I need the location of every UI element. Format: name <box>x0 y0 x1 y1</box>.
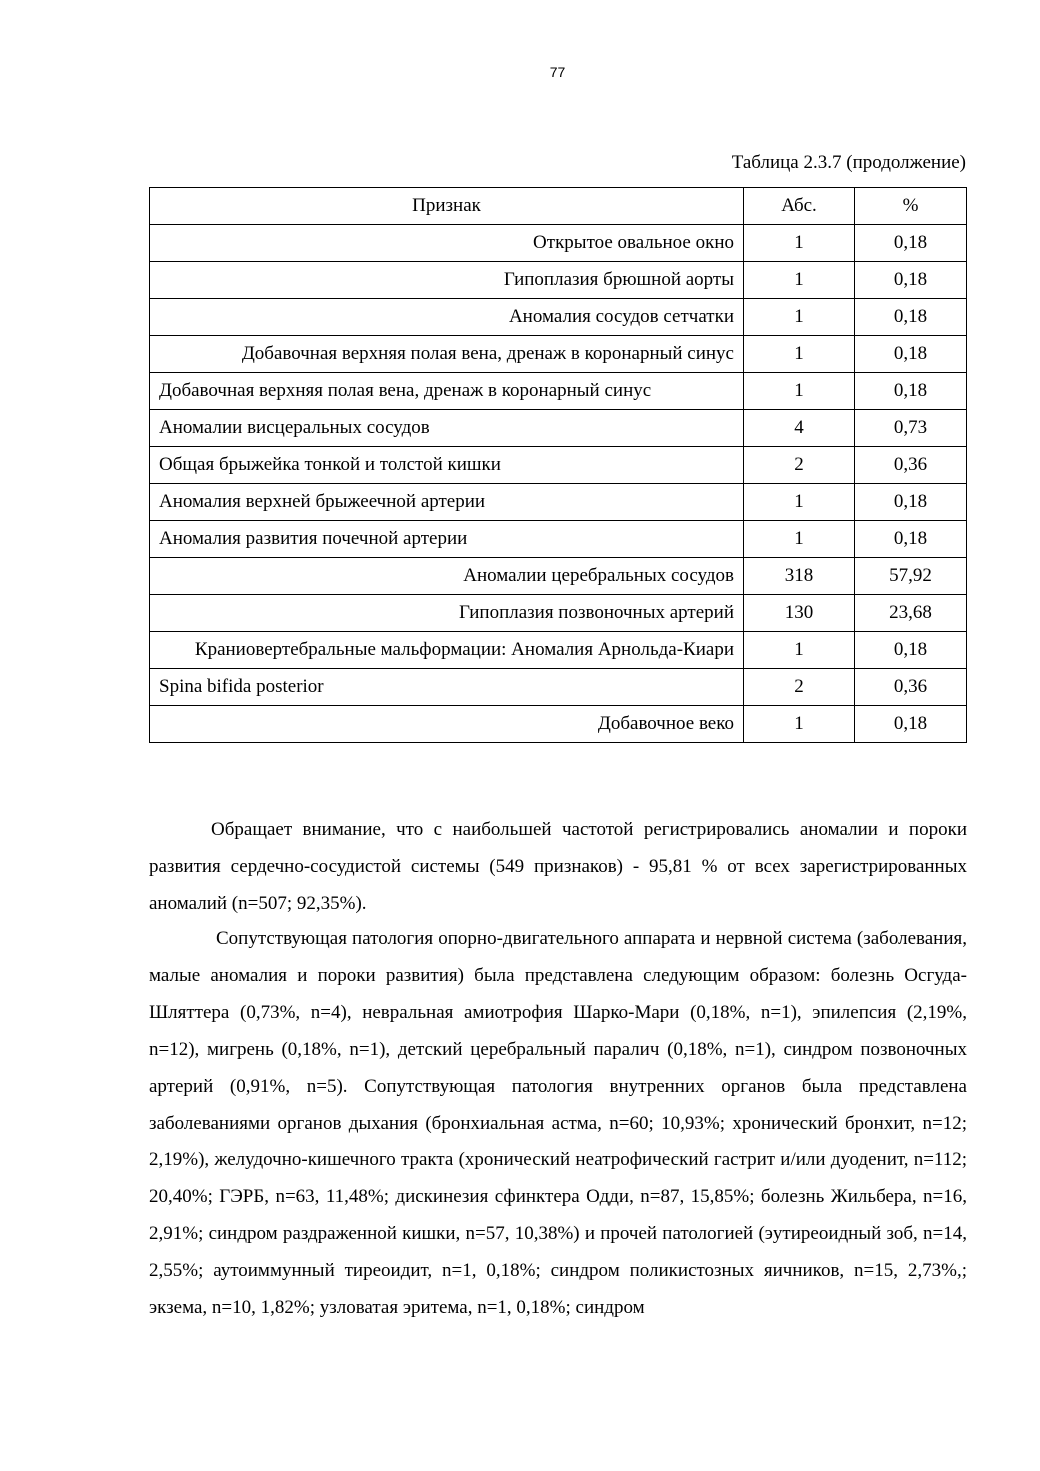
feature-cell: Spina bifida posterior <box>150 669 744 706</box>
feature-cell: Гипоплазия позвоночных артерий <box>150 595 744 632</box>
abs-cell: 1 <box>744 336 855 373</box>
abs-cell: 1 <box>744 373 855 410</box>
anomalies-table <box>149 187 967 743</box>
pct-cell: 0,18 <box>855 373 967 410</box>
pct-cell: 57,92 <box>855 558 967 595</box>
table-row <box>150 484 967 521</box>
table-row <box>150 558 967 595</box>
feature-cell: Краниовертебральные мальформации: Аномалия Арнольда-Киари <box>150 632 744 669</box>
table-row <box>150 336 967 373</box>
abs-cell: 4 <box>744 410 855 447</box>
pct-cell: 0,73 <box>855 410 967 447</box>
page-number: 77 <box>549 64 566 80</box>
body-paragraph-2 <box>149 921 967 1327</box>
header-abs: Абс. <box>744 188 855 225</box>
pct-cell: 0,36 <box>855 669 967 706</box>
pct-cell: 0,18 <box>855 521 967 558</box>
table-row <box>150 225 967 262</box>
abs-cell: 318 <box>744 558 855 595</box>
pct-cell: 0,36 <box>855 447 967 484</box>
feature-cell: Аномалия развития почечной артерии <box>150 521 744 558</box>
table-row <box>150 262 967 299</box>
table-row <box>150 410 967 447</box>
feature-cell: Добавочная верхняя полая вена, дренаж в коронарный синус <box>150 373 744 410</box>
pct-cell: 0,18 <box>855 336 967 373</box>
paragraph-text: Сопутствующая патология опорно-двигательного аппарата и нервной система (заболевания, малые аномалия и пороки развития) была представлена следующим образом: болезнь Осгуда-Шляттера (0,73%, n=4), невральная амиотрофия Шарко-Мари (0,18%, n=1), эпилепсия (2,19%, n=12), мигрень (0,18%, n=1), детский церебральный паралич (0,18%, n=1), синдром позвоночных артерий (0,91%, n=5). Сопутствующая патология внутренних органов была представлена заболеваниями органов дыхания (бронхиальная астма, n=60; 10,93%; хронический бронхит, n=12; 2,19%), желудочно-кишечного тракта (хронический неатрофический гастрит и/или дуоденит, n=112; 20,40%; ГЭРБ, n=63, 11,48%; дискинезия сфинктера Одди, n=87, 15,85%; болезнь Жильбера, n=16, 2,91%; синдром раздраженной кишки, n=57, 10,38%) и прочей патологией (эутиреоидный зоб, n=14, 2,55%; аутоиммунный тиреоидит, n=1, 0,18%; синдром поликистозных яичников, n=15, 2,73%,; экзема, n=10, 1,82%; узловатая эритема, n=1, 0,18%; синдром <box>149 928 967 1319</box>
pct-cell: 0,18 <box>855 706 967 743</box>
feature-cell: Аномалия верхней брыжеечной артерии <box>150 484 744 521</box>
feature-cell: Аномалии церебральных сосудов <box>150 558 744 595</box>
feature-cell: Аномалии висцеральных сосудов <box>150 410 744 447</box>
pct-cell: 0,18 <box>855 299 967 336</box>
table-caption: Таблица 2.3.7 (продолжение) <box>731 152 966 173</box>
table-header-row <box>150 188 967 225</box>
table-row <box>150 632 967 669</box>
feature-cell: Гипоплазия брюшной аорты <box>150 262 744 299</box>
table-row <box>150 706 967 743</box>
abs-cell: 1 <box>744 484 855 521</box>
feature-cell: Общая брыжейка тонкой и толстой кишки <box>150 447 744 484</box>
abs-cell: 1 <box>744 225 855 262</box>
pct-cell: 0,18 <box>855 262 967 299</box>
body-paragraph-1 <box>149 812 967 923</box>
table-row <box>150 595 967 632</box>
pct-cell: 0,18 <box>855 632 967 669</box>
abs-cell: 2 <box>744 669 855 706</box>
pct-cell: 0,18 <box>855 484 967 521</box>
feature-cell: Добавочная верхняя полая вена, дренаж в коронарный синус <box>150 336 744 373</box>
paragraph-text: Обращает внимание, что с наибольшей частотой регистрировались аномалии и пороки развития сердечно-сосудистой системы (549 признаков) - 95,81 % от всех зарегистрированных аномалий (n=507; 92,35%). <box>149 819 967 914</box>
header-pct: % <box>855 188 967 225</box>
table-row <box>150 373 967 410</box>
abs-cell: 1 <box>744 262 855 299</box>
header-feature: Признак <box>150 188 744 225</box>
abs-cell: 1 <box>744 706 855 743</box>
table-row <box>150 299 967 336</box>
feature-cell: Открытое овальное окно <box>150 225 744 262</box>
abs-cell: 1 <box>744 299 855 336</box>
pct-cell: 23,68 <box>855 595 967 632</box>
abs-cell: 130 <box>744 595 855 632</box>
table-row <box>150 521 967 558</box>
table-row <box>150 669 967 706</box>
abs-cell: 1 <box>744 632 855 669</box>
feature-cell: Аномалия сосудов сетчатки <box>150 299 744 336</box>
pct-cell: 0,18 <box>855 225 967 262</box>
table-row <box>150 447 967 484</box>
abs-cell: 2 <box>744 447 855 484</box>
feature-cell: Добавочное веко <box>150 706 744 743</box>
abs-cell: 1 <box>744 521 855 558</box>
